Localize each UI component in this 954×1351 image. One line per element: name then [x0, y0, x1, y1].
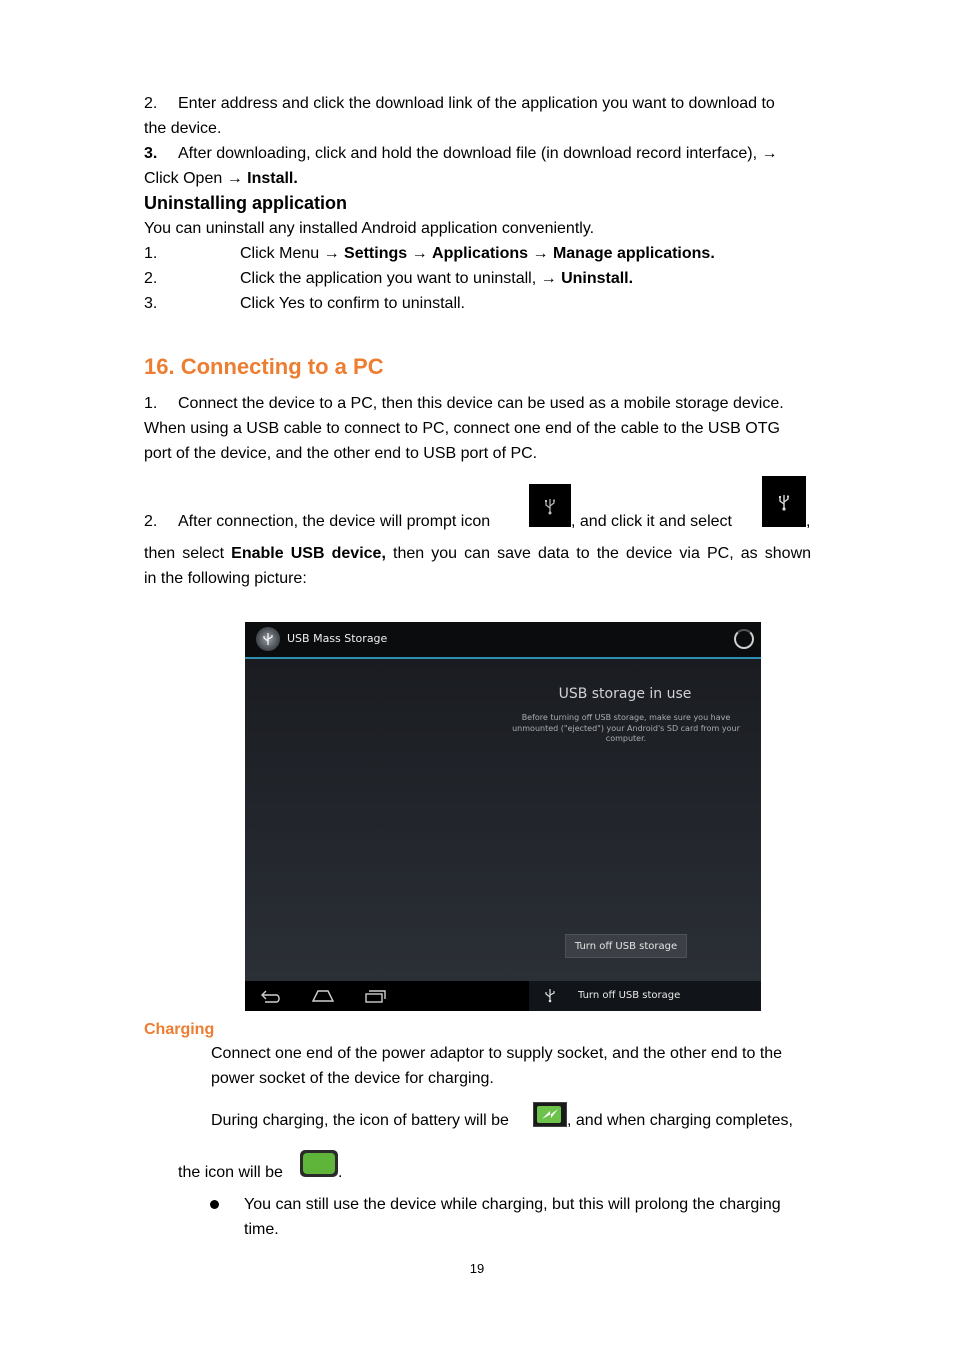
status-title: USB storage in use: [558, 686, 692, 702]
usb-app-icon: [256, 627, 280, 651]
step-3-line-1: 3. After downloading, click and hold the download file (in download record interface), →: [144, 141, 811, 166]
app-content: [245, 659, 761, 981]
battery-full-icon: [300, 1150, 338, 1177]
uninstall-step-2: 2. Click the application you want to uninstall, → Uninstall.: [144, 270, 634, 287]
connect-p2-part-2: , and click it and select: [571, 513, 732, 530]
back-icon[interactable]: [259, 989, 283, 1003]
usb-connected-icon: [762, 476, 806, 527]
connect-p2-part-3: ,: [806, 513, 811, 530]
uninstall-step-3: 3. Click Yes to confirm to uninstall.: [144, 295, 465, 312]
uninstall-step-1: 1. Click Menu → Settings → Applications → Manage applications.: [144, 245, 715, 262]
charging-line-2: power socket of the device for charging.: [211, 1070, 494, 1087]
bullet-icon: [210, 1200, 219, 1209]
loading-spinner-icon: [734, 629, 754, 649]
connect-p1-line-1: 1. Connect the device to a PC, then this device can be used as a mobile storage device.: [144, 395, 784, 412]
home-icon[interactable]: [311, 989, 335, 1003]
connect-p2-line-2: then select Enable USB device, then you can save data to the device via PC, as shown: [144, 545, 812, 562]
recent-apps-icon[interactable]: [363, 989, 387, 1003]
connect-p2-part-1: 2. After connection, the device will prompt icon: [144, 513, 491, 530]
app-header: [245, 622, 761, 659]
charging-line-3-pre: During charging, the icon of battery will be: [211, 1112, 509, 1129]
usb-notification[interactable]: [529, 981, 761, 1011]
charging-line-4-pre: the icon will be: [178, 1164, 283, 1181]
charging-line-4-post: .: [338, 1164, 343, 1181]
page-number: 19: [469, 1261, 485, 1276]
step-number: 3.: [144, 145, 158, 162]
usb-storage-screenshot: [245, 622, 761, 1011]
battery-charging-icon: [533, 1102, 567, 1127]
step-2-line-1: 2. Enter address and click the download link of the application you want to download to: [144, 91, 811, 116]
bullet-line-2: time.: [244, 1221, 279, 1238]
uninstall-intro: You can uninstall any installed Android application conveniently.: [144, 220, 595, 237]
system-nav-bar: [245, 981, 761, 1011]
usb-notification-icon: [529, 484, 571, 527]
connect-p1-line-3: port of the device, and the other end to USB port of PC.: [144, 445, 538, 462]
step-3-line-2: Click Open → Install.: [144, 170, 298, 187]
charging-heading: Charging: [144, 1021, 215, 1038]
usb-icon: [544, 988, 556, 1003]
status-description: Before turning off USB storage, make sure you have unmounted ("ejected") your Android's SD card from your computer.: [512, 713, 740, 743]
turn-off-usb-storage-button[interactable]: Turn off USB storage: [565, 934, 687, 958]
bullet-line-1: You can still use the device while charging, but this will prolong the charging: [244, 1196, 781, 1213]
charging-line-3-post: , and when charging completes,: [567, 1112, 793, 1129]
step-number: 2.: [144, 95, 158, 112]
charging-line-1: Connect one end of the power adaptor to supply socket, and the other end to the: [211, 1045, 783, 1062]
step-2-line-2: the device.: [144, 120, 222, 137]
section-heading: 16. Connecting to a PC: [144, 354, 384, 379]
connect-p2-line-3: in the following picture:: [144, 570, 307, 587]
notification-label: Turn off USB storage: [578, 990, 681, 1001]
uninstall-heading: Uninstalling application: [144, 193, 348, 213]
connect-p1-line-2: When using a USB cable to connect to PC, connect one end of the cable to the USB OTG: [144, 420, 780, 437]
app-title: USB Mass Storage: [287, 632, 388, 645]
